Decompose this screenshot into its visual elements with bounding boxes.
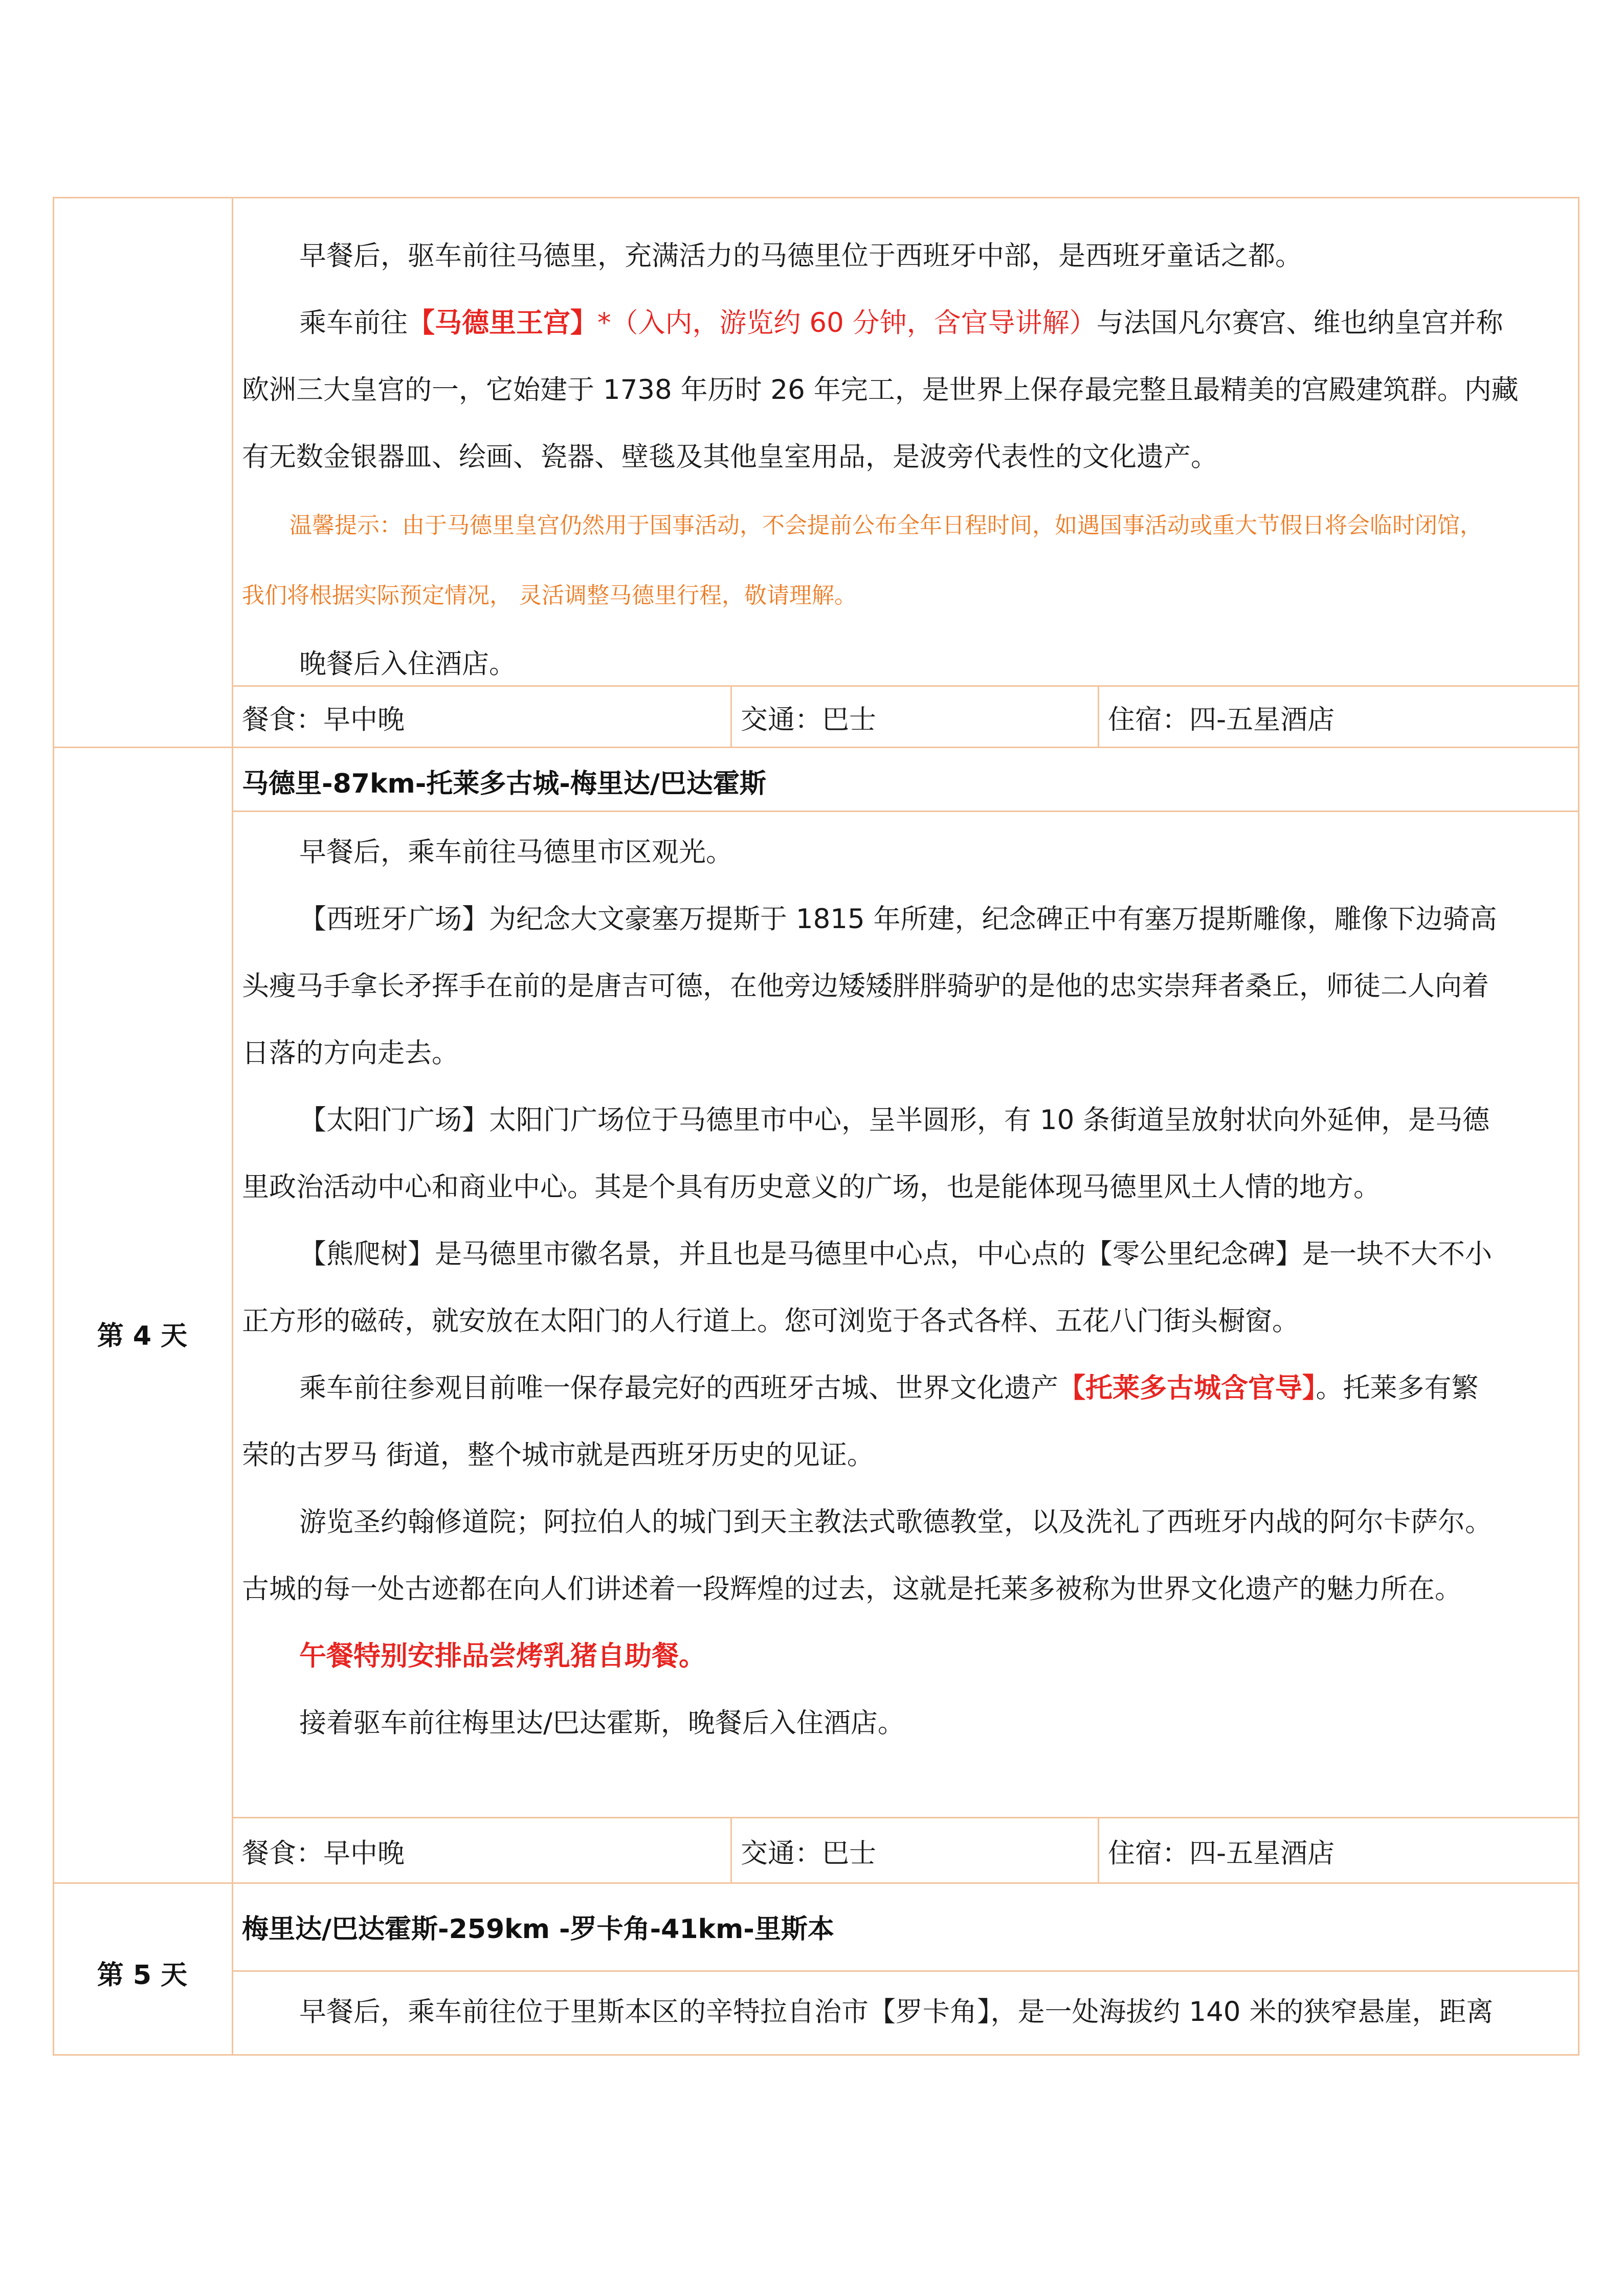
text-run: 。托莱多有繁 <box>1316 1372 1479 1404</box>
madrid-palace-highlight: 【马德里王宫】 <box>408 307 597 339</box>
text-run: 乘车前往参观目前唯一保存最完好的西班牙古城、世界文化遗产 <box>299 1372 1058 1404</box>
day3-paragraph-2-line-3: 有无数金银器皿、绘画、瓷器、壁毯及其他皇室用品，是波旁代表性的文化遗产。 <box>242 441 1218 472</box>
day4-paragraph-1: 早餐后，乘车前往马德里市区观光。 <box>299 837 733 868</box>
itinerary-table <box>53 197 1579 2056</box>
text-run: 乘车前往 <box>299 307 408 339</box>
day3-paragraph-2-line-2: 欧洲三大皇宫的一，它始建于 1738 年历时 26 年完工，是世界上保存最完整且最精美的宫殿建筑群。内藏 <box>242 374 1519 406</box>
day3-tip-line-2: 我们将根据实际预定情况， 灵活调整马德里行程，敬请理解。 <box>242 582 857 609</box>
day4-paragraph-3-line-1: 【太阳门广场】太阳门广场位于马德里市中心，呈半圆形，有 10 条街道呈放射状向外延伸，是马德 <box>299 1105 1490 1136</box>
table-border-left <box>53 197 54 2056</box>
info-divider <box>730 1817 732 1882</box>
day4-paragraph-4-line-1: 【熊爬树】是马德里市徽名景，并且也是马德里中心点，中心点的【零公里纪念碑】是一块不大不小 <box>299 1239 1492 1270</box>
day3-paragraph-3: 晚餐后入住酒店。 <box>299 648 516 680</box>
row-divider <box>232 1817 1579 1818</box>
day4-paragraph-5-line-2: 荣的古罗马 街道，整个城市就是西班牙历史的见证。 <box>242 1439 874 1471</box>
day4-paragraph-2-line-2: 头瘦马手拿长矛挥手在前的是唐吉可德，在他旁边矮矮胖胖骑驴的是他的忠实崇拜者桑丘，师徒二人向着 <box>242 971 1489 1002</box>
day4-paragraph-8: 接着驱车前往梅里达/巴达霍斯，晚餐后入住酒店。 <box>299 1707 905 1739</box>
day4-lunch-highlight: 午餐特别安排品尝烤乳猪自助餐。 <box>299 1640 706 1672</box>
day5-content <box>242 1978 1572 2045</box>
row-divider <box>232 1970 1579 1972</box>
day3-transport: 交通：巴士 <box>741 704 876 735</box>
day5-route: 梅里达/巴达霍斯-259km -罗卡角-41km-里斯本 <box>242 1914 834 1945</box>
text-run: 与法国凡尔赛宫、维也纳皇宫并称 <box>1096 307 1503 339</box>
day4-transport: 交通：巴士 <box>741 1838 876 1869</box>
day4-hotel: 住宿：四-五星酒店 <box>1108 1838 1335 1869</box>
day4-route: 马德里-87km-托莱多古城-梅里达/巴达霍斯 <box>242 769 766 799</box>
day4-paragraph-3-line-2: 里政治活动中心和商业中心。其是个具有历史意义的广场，也是能体现马德里风土人情的地方。 <box>242 1172 1381 1203</box>
day4-meals: 餐食：早中晚 <box>242 1838 405 1869</box>
day4-content <box>242 819 1572 1757</box>
table-border-divider <box>232 197 233 2056</box>
day5-paragraph-1: 早餐后，乘车前往位于里斯本区的辛特拉自治市【罗卡角】，是一处海拔约 140 米的狭窄悬崖，距离 <box>299 1996 1494 2028</box>
day3-meals: 餐食：早中晚 <box>242 704 405 735</box>
day4-paragraph-6-line-1: 游览圣约翰修道院；阿拉伯人的城门到天主教法式歌德教堂，以及洗礼了西班牙内战的阿尔卡萨尔。 <box>299 1506 1492 1538</box>
day4-paragraph-4-line-2: 正方形的磁砖，就安放在太阳门的人行道上。您可浏览于各式各样、五花八门街头橱窗。 <box>242 1305 1299 1337</box>
day5-label: 第 5 天 <box>97 1960 188 1991</box>
table-border-bottom <box>53 2054 1579 2056</box>
row-divider <box>53 1882 1579 1884</box>
table-border-right <box>1578 197 1579 2056</box>
day4-paragraph-6-line-2: 古城的每一处古迹都在向人们讲述着一段辉煌的过去，这就是托莱多被称为世界文化遗产的魅力所在。 <box>242 1573 1462 1605</box>
day4-paragraph-5 <box>242 1355 1572 1422</box>
palace-visit-note: *（入内，游览约 60 分钟，含官导讲解） <box>597 307 1097 339</box>
day3-tip-line-1: 温馨提示：由于马德里皇宫仍然用于国事活动，不会提前公布全年日程时间，如遇国事活动或重大节假日将会临时闭馆， <box>290 512 1482 538</box>
table-border-top <box>53 197 1579 198</box>
day3-hotel: 住宿：四-五星酒店 <box>1108 704 1335 735</box>
day3-paragraph-1: 早餐后，驱车前往马德里，充满活力的马德里位于西班牙中部，是西班牙童话之都。 <box>299 240 1302 272</box>
day3-content <box>242 222 1572 697</box>
info-divider <box>1098 1817 1099 1882</box>
day4-paragraph-2-line-1: 【西班牙广场】为纪念大文豪塞万提斯于 1815 年所建，纪念碑正中有塞万提斯雕像，雕像下边骑高 <box>299 904 1497 935</box>
row-divider <box>232 811 1579 812</box>
day3-paragraph-2 <box>242 289 1572 356</box>
toledo-highlight: 【托莱多古城含官导】 <box>1058 1372 1316 1404</box>
row-divider <box>53 747 1579 748</box>
day4-label: 第 4 天 <box>97 1321 188 1352</box>
day4-paragraph-2-line-3: 日落的方向走去。 <box>242 1038 459 1069</box>
